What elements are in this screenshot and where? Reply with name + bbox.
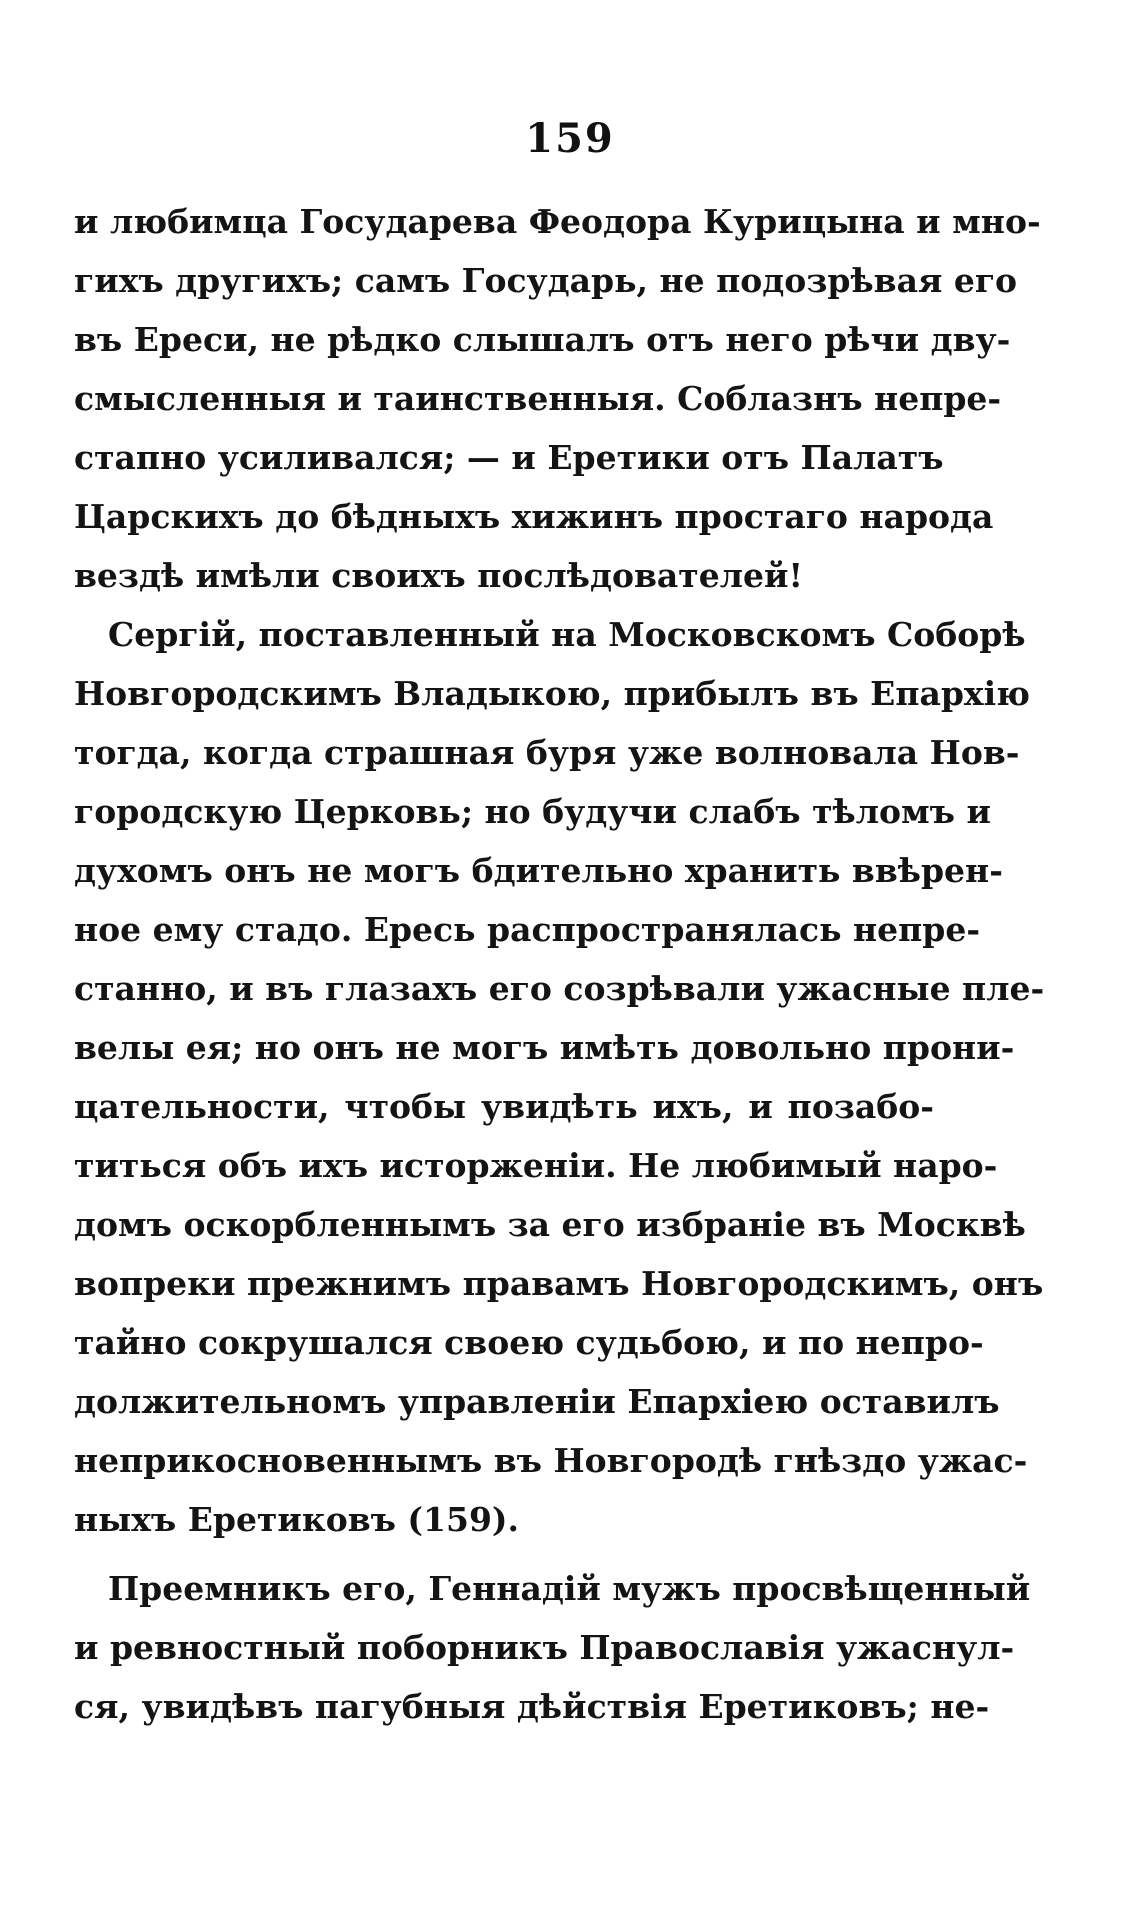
- text-line: духомъ онъ не могъ бдительно хранить ввѣрен-: [74, 851, 1003, 890]
- text-line: городскую Церковь; но будучи слабъ тѣломъ и: [74, 792, 991, 831]
- text-line: неприкосновеннымъ въ Новгородѣ гнѣздо ужас-: [74, 1441, 1028, 1480]
- text-line: станно, и въ глазахъ его созрѣвали ужасные пле-: [74, 969, 1045, 1008]
- text-line: вопреки прежнимъ правамъ Новгородскимъ, онъ: [74, 1264, 1044, 1303]
- text-line: смысленныя и таинственныя. Соблазнъ непре-: [74, 379, 1002, 418]
- paragraph-1: [74, 192, 1041, 605]
- text-line: Царскихъ до бѣдныхъ хижинъ простаго народа: [74, 497, 994, 536]
- page-number: 159: [525, 115, 615, 162]
- text-line: Преемникъ его, Геннадій мужъ просвѣщенный: [108, 1569, 1031, 1608]
- text-line: и ревностный поборникъ Православія ужаснул-: [74, 1628, 1015, 1667]
- text-line: домъ оскорбленнымъ за его избраніе въ Москвѣ: [74, 1205, 1026, 1244]
- text-line: и любимца Государева Феодора Курицына и мно-: [74, 202, 1041, 241]
- text-line: Новгородскимъ Владыкою, прибылъ въ Епархію: [74, 674, 1030, 713]
- text-line: тайно сокрушался своею судьбою, и по непро-: [74, 1323, 984, 1362]
- body-text: [74, 192, 1045, 1736]
- text-line: ныхъ Еретиковъ (159).: [74, 1500, 520, 1539]
- text-line: должительномъ управленіи Епархіею оставилъ: [74, 1382, 1000, 1421]
- text-line: въ Ереси, не рѣдко слышалъ отъ него рѣчи дву-: [74, 320, 1011, 359]
- text-line: стапно усиливался; — и Еретики отъ Палатъ: [74, 438, 944, 477]
- text-line: тогда, когда страшная буря уже волновала Нов-: [74, 733, 1020, 772]
- text-line: титься объ ихъ исторженіи. Не любимый наро-: [74, 1146, 998, 1185]
- text-line: ся, увидѣвъ пагубныя дѣйствія Еретиковъ; не-: [74, 1687, 990, 1726]
- text-line: цательности, чтобы увидѣть ихъ, и позабо-: [74, 1087, 934, 1126]
- paragraph-gap: [74, 1549, 934, 1559]
- text-line: гихъ другихъ; самъ Государь, не подозрѣвая его: [74, 261, 1018, 300]
- text-line: Сергій, поставленный на Московскомъ Соборѣ: [108, 615, 1026, 654]
- text-line: ное ему стадо. Ересь распространялась непре-: [74, 910, 981, 949]
- text-line: вездѣ имѣли своихъ послѣдователей!: [74, 556, 803, 595]
- text-line: велы ея; но онъ не могъ имѣть довольно прони-: [74, 1028, 1015, 1067]
- paragraph-2: [74, 605, 1045, 1549]
- paragraph-3: [74, 1559, 1031, 1736]
